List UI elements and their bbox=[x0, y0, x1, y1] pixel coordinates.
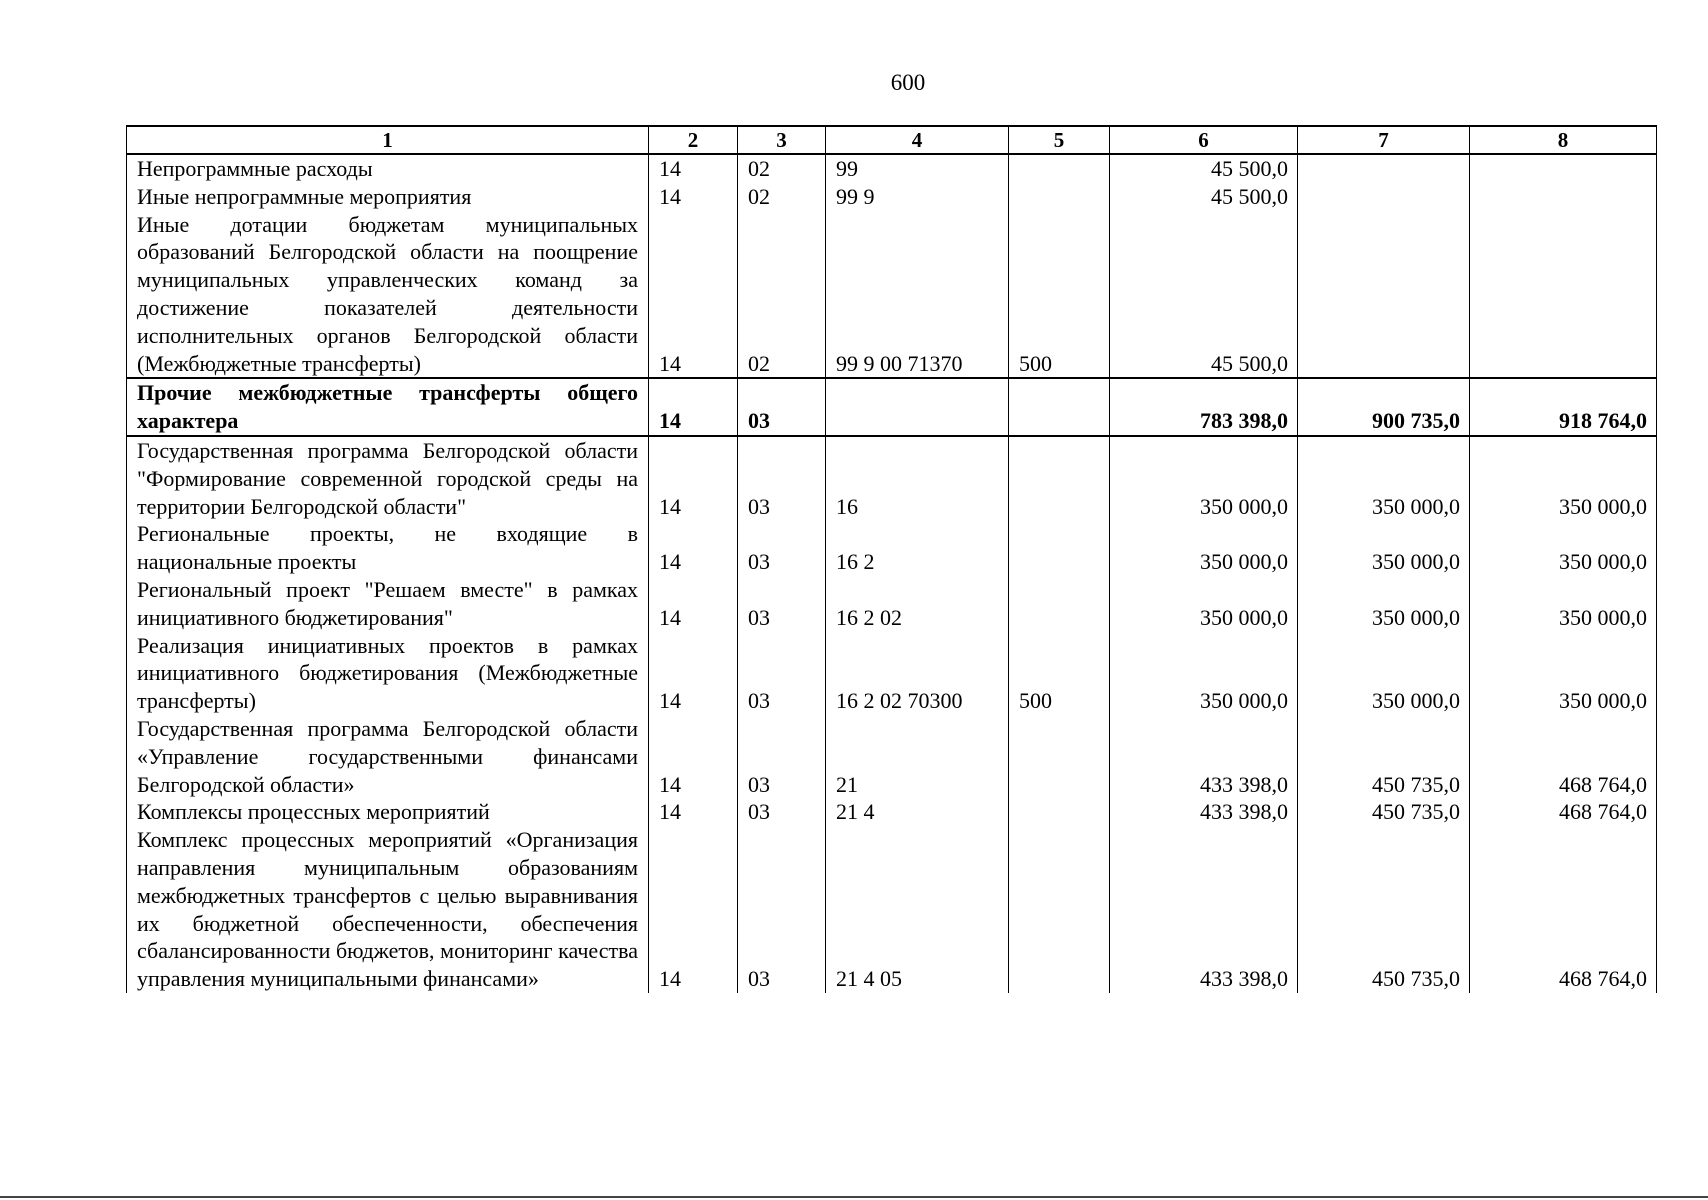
row-amount-col6: 433 398,0 bbox=[1110, 715, 1298, 798]
header-row bbox=[127, 126, 1657, 154]
table-body bbox=[127, 154, 1657, 993]
row-amount-col7: 350 000,0 bbox=[1298, 520, 1470, 576]
row-name: Реализация инициативных проектов в рамках инициативного бюджетирования (Межбюджетные трансферты) bbox=[127, 632, 649, 715]
page-number: 600 bbox=[890, 70, 926, 95]
row-amount-col8: 468 764,0 bbox=[1470, 715, 1657, 798]
row-expense-type bbox=[1009, 378, 1110, 436]
row-amount-col8: 350 000,0 bbox=[1470, 632, 1657, 715]
row-amount-col8: 918 764,0 bbox=[1470, 378, 1657, 436]
row-subsection: 02 bbox=[738, 211, 826, 379]
row-amount-col7 bbox=[1298, 211, 1470, 379]
row-name: Региональные проекты, не входящие в национальные проекты bbox=[127, 520, 649, 576]
row-expense-type bbox=[1009, 798, 1110, 826]
row-subsection: 03 bbox=[738, 436, 826, 520]
row-target-article: 99 9 00 71370 bbox=[826, 211, 1009, 379]
row-expense-type bbox=[1009, 826, 1110, 993]
row-target-article: 21 4 bbox=[826, 798, 1009, 826]
row-amount-col6: 350 000,0 bbox=[1110, 520, 1298, 576]
row-subsection: 02 bbox=[738, 183, 826, 211]
row-target-article bbox=[826, 378, 1009, 436]
row-amount-col7: 450 735,0 bbox=[1298, 798, 1470, 826]
row-amount-col6: 350 000,0 bbox=[1110, 632, 1298, 715]
row-amount-col6: 45 500,0 bbox=[1110, 211, 1298, 379]
row-name: Непрограммные расходы bbox=[127, 154, 649, 183]
row-target-article: 99 bbox=[826, 154, 1009, 183]
row-amount-col6: 350 000,0 bbox=[1110, 576, 1298, 632]
row-amount-col6: 433 398,0 bbox=[1110, 798, 1298, 826]
row-amount-col8 bbox=[1470, 154, 1657, 183]
table-row bbox=[127, 154, 1657, 183]
header-col-1: 1 bbox=[127, 126, 649, 154]
row-section: 14 bbox=[649, 632, 738, 715]
header-col-6: 6 bbox=[1110, 126, 1298, 154]
row-amount-col8 bbox=[1470, 211, 1657, 379]
row-amount-col6: 45 500,0 bbox=[1110, 183, 1298, 211]
header-col-5: 5 bbox=[1009, 126, 1110, 154]
row-amount-col8: 350 000,0 bbox=[1470, 436, 1657, 520]
row-subsection: 03 bbox=[738, 798, 826, 826]
row-subsection: 03 bbox=[738, 520, 826, 576]
row-amount-col8: 350 000,0 bbox=[1470, 520, 1657, 576]
row-amount-col7: 350 000,0 bbox=[1298, 632, 1470, 715]
row-subsection: 03 bbox=[738, 576, 826, 632]
table-row bbox=[127, 576, 1657, 632]
row-amount-col7 bbox=[1298, 183, 1470, 211]
header-col-4: 4 bbox=[826, 126, 1009, 154]
table-row bbox=[127, 520, 1657, 576]
table-row bbox=[127, 826, 1657, 993]
row-section: 14 bbox=[649, 436, 738, 520]
row-amount-col8: 350 000,0 bbox=[1470, 576, 1657, 632]
row-amount-col6: 783 398,0 bbox=[1110, 378, 1298, 436]
row-name: Прочие межбюджетные трансферты общего характера bbox=[127, 378, 649, 436]
row-target-article: 16 bbox=[826, 436, 1009, 520]
row-amount-col7: 450 735,0 bbox=[1298, 826, 1470, 993]
table-row bbox=[127, 211, 1657, 379]
row-amount-col7: 350 000,0 bbox=[1298, 436, 1470, 520]
row-amount-col7: 450 735,0 bbox=[1298, 715, 1470, 798]
header-col-7: 7 bbox=[1298, 126, 1470, 154]
row-target-article: 16 2 02 bbox=[826, 576, 1009, 632]
row-expense-type bbox=[1009, 576, 1110, 632]
header-col-3: 3 bbox=[738, 126, 826, 154]
row-expense-type bbox=[1009, 520, 1110, 576]
row-expense-type bbox=[1009, 154, 1110, 183]
table-row bbox=[127, 798, 1657, 826]
row-section: 14 bbox=[649, 378, 738, 436]
row-amount-col6: 350 000,0 bbox=[1110, 436, 1298, 520]
table-row bbox=[127, 436, 1657, 520]
header-col-2: 2 bbox=[649, 126, 738, 154]
table-row bbox=[127, 183, 1657, 211]
row-target-article: 16 2 02 70300 bbox=[826, 632, 1009, 715]
header-col-8: 8 bbox=[1470, 126, 1657, 154]
row-target-article: 21 bbox=[826, 715, 1009, 798]
row-section: 14 bbox=[649, 183, 738, 211]
row-expense-type: 500 bbox=[1009, 632, 1110, 715]
row-name: Государственная программа Белгородской области «Управление государственными финансами Белгородской области» bbox=[127, 715, 649, 798]
row-target-article: 16 2 bbox=[826, 520, 1009, 576]
row-subsection: 03 bbox=[738, 378, 826, 436]
row-subsection: 02 bbox=[738, 154, 826, 183]
row-expense-type bbox=[1009, 183, 1110, 211]
row-section: 14 bbox=[649, 520, 738, 576]
row-section: 14 bbox=[649, 154, 738, 183]
row-name: Региональный проект "Решаем вместе" в рамках инициативного бюджетирования" bbox=[127, 576, 649, 632]
row-subsection: 03 bbox=[738, 632, 826, 715]
row-amount-col6: 433 398,0 bbox=[1110, 826, 1298, 993]
row-section: 14 bbox=[649, 798, 738, 826]
row-section: 14 bbox=[649, 211, 738, 379]
row-amount-col7: 900 735,0 bbox=[1298, 378, 1470, 436]
row-name: Комплекс процессных мероприятий «Организация направления муниципальным образованиям межбюджетных трансфертов с целью выравнивания их бюджетной обеспеченности, обеспечения сбалансированности бюджетов, мониторинг качества управления муниципальными финансами» bbox=[127, 826, 649, 993]
page-bottom-divider bbox=[0, 1196, 1708, 1198]
row-name: Иные непрограммные мероприятия bbox=[127, 183, 649, 211]
row-expense-type: 500 bbox=[1009, 211, 1110, 379]
row-expense-type bbox=[1009, 436, 1110, 520]
row-section: 14 bbox=[649, 715, 738, 798]
table-row bbox=[127, 632, 1657, 715]
row-section: 14 bbox=[649, 576, 738, 632]
row-target-article: 21 4 05 bbox=[826, 826, 1009, 993]
row-subsection: 03 bbox=[738, 715, 826, 798]
row-amount-col8 bbox=[1470, 183, 1657, 211]
row-amount-col6: 45 500,0 bbox=[1110, 154, 1298, 183]
row-amount-col8: 468 764,0 bbox=[1470, 826, 1657, 993]
row-amount-col7 bbox=[1298, 154, 1470, 183]
row-amount-col8: 468 764,0 bbox=[1470, 798, 1657, 826]
row-name: Государственная программа Белгородской области "Формирование современной городской среды на территории Белгородской области" bbox=[127, 436, 649, 520]
table-row bbox=[127, 715, 1657, 798]
row-name: Иные дотации бюджетам муниципальных образований Белгородской области на поощрение муниципальных управленческих команд за достижение показателей деятельности исполнительных органов Белгородской области (Межбюджетные трансферты) bbox=[127, 211, 649, 379]
table-row-total bbox=[127, 378, 1657, 436]
row-amount-col7: 350 000,0 bbox=[1298, 576, 1470, 632]
row-subsection: 03 bbox=[738, 826, 826, 993]
budget-table bbox=[126, 125, 1657, 993]
row-name: Комплексы процессных мероприятий bbox=[127, 798, 649, 826]
row-target-article: 99 9 bbox=[826, 183, 1009, 211]
row-section: 14 bbox=[649, 826, 738, 993]
row-expense-type bbox=[1009, 715, 1110, 798]
